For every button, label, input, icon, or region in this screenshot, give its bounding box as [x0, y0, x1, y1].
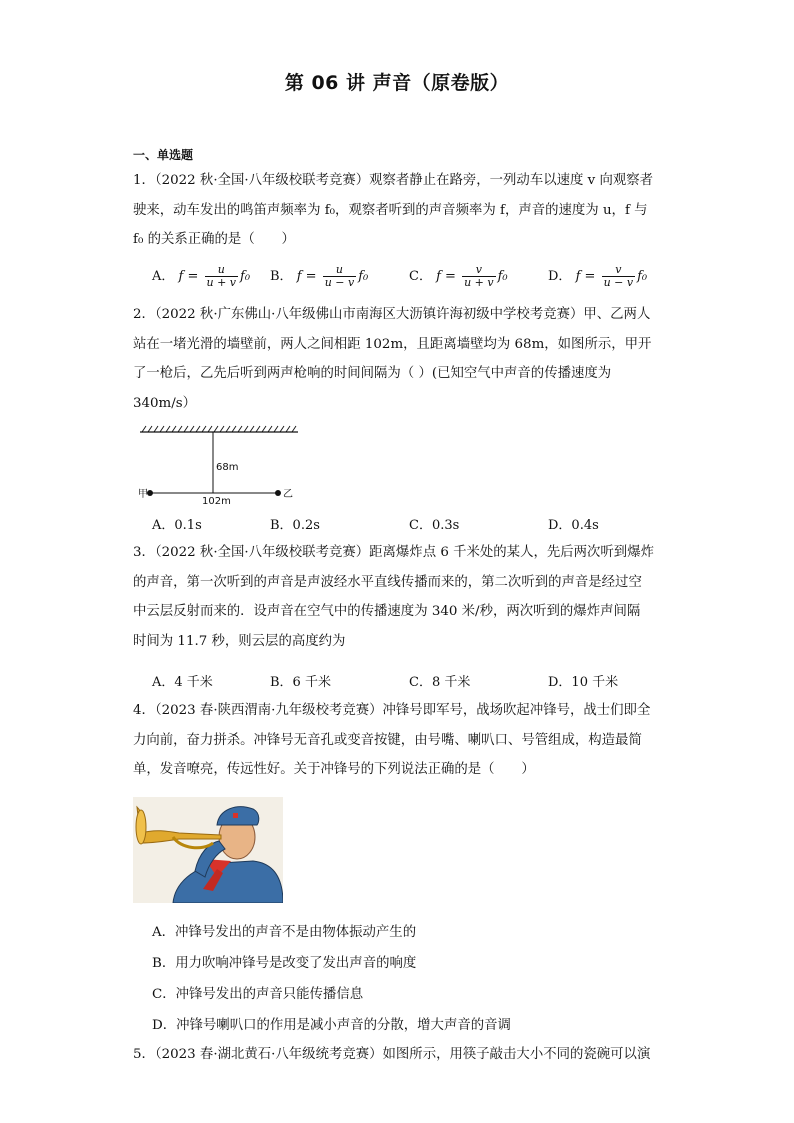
- left-person-label: 甲: [138, 489, 148, 500]
- wall-hatching: [140, 426, 298, 432]
- question-3-line: 中云层反射而来的．设声音在空气中的传播速度为 340 米/秒，两次听到的爆炸声间隔: [133, 604, 641, 619]
- option-c: C．0.3s: [409, 518, 460, 533]
- bugler-illustration: [133, 797, 283, 903]
- option-d: D．0.4s: [548, 518, 599, 533]
- option-letter: A．: [152, 269, 175, 284]
- fraction-denominator: u + v: [464, 276, 494, 289]
- option-letter: D．: [548, 269, 572, 284]
- question-3-line: 时间为 11.7 秒，则云层的高度约为: [133, 633, 346, 649]
- question-2-line: 2．（2022 秋·广东佛山·八年级佛山市南海区大沥镇许海初级中学校考竞赛）甲、乙两人: [133, 307, 651, 322]
- fraction-denominator: u − v: [324, 276, 355, 289]
- question-3: [133, 538, 661, 656]
- option-c: [409, 264, 508, 289]
- fraction-numerator: v: [602, 264, 636, 277]
- width-label: 102m: [202, 496, 231, 507]
- fraction-denominator: u − v: [603, 276, 634, 289]
- wall-diagram: [138, 424, 304, 508]
- option-lhs: f =: [575, 269, 596, 284]
- option-c: C．8 千米: [409, 675, 471, 690]
- question-3-line: 的声音，第一次听到的声音是声波经水平直线传播而来的，第二次听到的声音是经过空: [133, 574, 642, 590]
- question-5: [133, 1040, 661, 1070]
- question-4-option-b: B．用力吹响冲锋号是改变了发出声音的响度: [152, 956, 417, 971]
- question-4-option-d: D．冲锋号喇叭口的作用是减小声音的分散，增大声音的音调: [152, 1018, 511, 1033]
- cap-star: [233, 813, 238, 818]
- option-b: B．0.2s: [270, 518, 320, 533]
- fraction: [462, 264, 496, 289]
- question-4-option-c: C．冲锋号发出的声音只能传播信息: [152, 987, 364, 1002]
- question-1-line: f₀ 的关系正确的是（ ）: [133, 232, 295, 247]
- option-d: D．10 千米: [548, 675, 619, 690]
- question-2: [133, 300, 661, 418]
- page-title: 第 06 讲 声音（原卷版）: [284, 72, 510, 94]
- question-1: [133, 166, 661, 255]
- question-3-line: 3．（2022 秋·全国·八年级校联考竞赛）距离爆炸点 6 千米处的某人，先后两次听到爆炸: [133, 545, 654, 560]
- question-1-line: 驶来，动车发出的鸣笛声频率为 f₀，观察者听到的声音频率为 f，声音的速度为 u，f 与: [133, 202, 648, 218]
- option-lhs: f =: [296, 269, 317, 284]
- option-tail: f₀: [358, 269, 369, 284]
- fraction-numerator: u: [323, 264, 357, 277]
- question-4: [133, 696, 661, 785]
- question-4-line: 力向前，奋力拼杀。冲锋号无音孔或变音按键，由号嘴、喇叭口、号管组成，构造最简: [133, 732, 642, 748]
- height-label: 68m: [216, 462, 239, 473]
- option-a: [152, 264, 250, 289]
- bugle-bell: [136, 810, 146, 844]
- option-tail: f₀: [240, 269, 251, 284]
- fraction-denominator: u + v: [206, 276, 237, 289]
- fraction-numerator: u: [205, 264, 239, 277]
- option-letter: B．: [270, 269, 293, 284]
- option-d: [548, 264, 647, 289]
- option-lhs: f =: [436, 269, 456, 284]
- option-letter: C．: [409, 269, 432, 284]
- question-4-line: 单，发音嘹亮，传远性好。关于冲锋号的下列说法正确的是（ ）: [133, 762, 535, 777]
- question-2-options: [152, 514, 672, 534]
- option-lhs: f =: [178, 269, 199, 284]
- fraction: [602, 264, 636, 289]
- question-4-option-a: A．冲锋号发出的声音不是由物体振动产生的: [152, 925, 417, 940]
- option-a: A．0.1s: [152, 518, 202, 533]
- fraction: [205, 264, 239, 289]
- question-3-options: [152, 671, 672, 691]
- option-b: [270, 264, 368, 289]
- question-2-line: 站在一堵光滑的墙壁前，两人之间相距 102m，且距离墙壁均为 68m，如图所示，甲开: [133, 336, 652, 352]
- option-b: B．6 千米: [270, 675, 331, 690]
- question-5-line: 5．（2023 春·湖北黄石·八年级统考竞赛）如图所示，用筷子敲击大小不同的瓷碗可以演: [133, 1047, 651, 1062]
- section-heading: 一、单选题: [133, 148, 194, 162]
- question-4-line: 4．（2023 春·陕西渭南·九年级校考竞赛）冲锋号即军号，战场吹起冲锋号，战士们即全: [133, 703, 651, 718]
- option-tail: f₀: [497, 269, 508, 284]
- fraction-numerator: v: [462, 264, 496, 277]
- fraction: [323, 264, 357, 289]
- option-tail: f₀: [637, 269, 648, 284]
- question-1-line: 1．（2022 秋·全国·八年级校联考竞赛）观察者静止在路旁，一列动车以速度 v 向观察者: [133, 173, 654, 188]
- right-person-label: 乙: [283, 489, 293, 500]
- question-2-line: 了一枪后，乙先后听到两声枪响的时间间隔为（ ）(已知空气中声音的传播速度为: [133, 366, 612, 381]
- person-b-dot: [275, 490, 281, 496]
- option-a: A．4 千米: [152, 675, 213, 690]
- question-2-line: 340m/s）: [133, 395, 197, 411]
